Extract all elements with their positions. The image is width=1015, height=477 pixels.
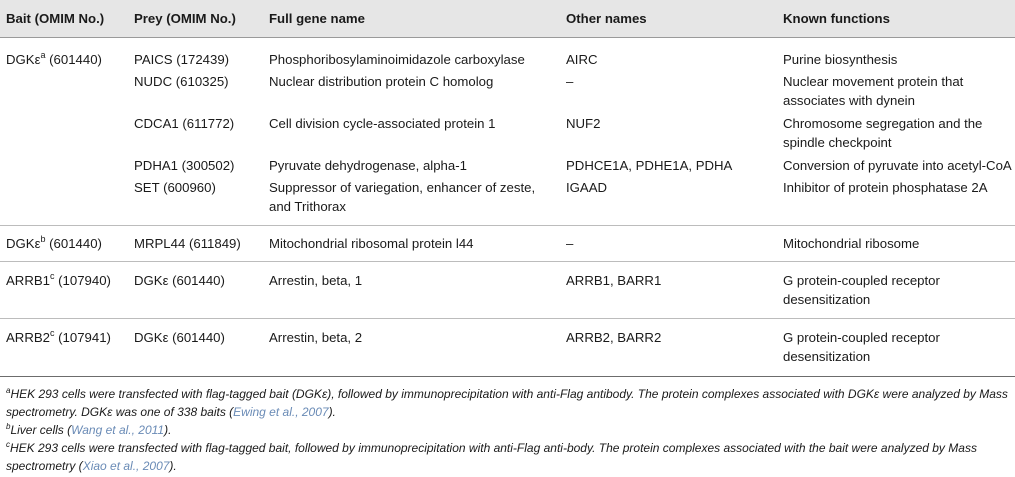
full-name-cell: Nuclear distribution protein C homolog bbox=[269, 74, 494, 89]
table-row bbox=[0, 319, 1015, 377]
function-cell: Conversion of pyruvate into acetyl-CoA bbox=[783, 158, 1012, 173]
footnote-mark: c bbox=[49, 328, 55, 338]
prey-cell: CDCA1 (611772) bbox=[134, 116, 235, 131]
other-names-cell: NUF2 bbox=[566, 116, 601, 131]
function-cell: Chromosome segregation and the spindle checkpoint bbox=[783, 116, 983, 150]
bait-cell bbox=[0, 152, 128, 175]
bait-name: ARRB1 bbox=[6, 273, 50, 288]
function-cell: Purine biosynthesis bbox=[783, 52, 898, 67]
full-name-cell: Mitochondrial ribosomal protein l44 bbox=[263, 226, 560, 262]
footnote-mark: c bbox=[6, 440, 10, 449]
table-row bbox=[0, 175, 1015, 226]
header-bait: Bait (OMIM No.) bbox=[0, 0, 128, 38]
full-name-cell: Cell division cycle-associated protein 1 bbox=[269, 116, 496, 131]
footnote-mark: a bbox=[40, 50, 46, 60]
table-row bbox=[0, 38, 1015, 70]
citation-link[interactable]: Wang et al., 2011 bbox=[71, 423, 165, 437]
footnote-a bbox=[6, 385, 1011, 421]
header-known-functions: Known functions bbox=[777, 0, 1015, 38]
header-full-gene-name: Full gene name bbox=[263, 0, 560, 38]
full-name-cell: Arrestin, beta, 1 bbox=[263, 262, 560, 319]
footnote-text: Liver cells ( bbox=[10, 423, 72, 437]
header-other-names: Other names bbox=[560, 0, 777, 38]
header-prey: Prey (OMIM No.) bbox=[128, 0, 263, 38]
footnote-end: ). bbox=[328, 405, 336, 419]
table-footnotes bbox=[6, 385, 1011, 475]
bait-cell bbox=[0, 38, 128, 70]
full-name-cell: Arrestin, beta, 2 bbox=[263, 319, 560, 377]
bait-cell bbox=[0, 262, 128, 319]
bait-cell bbox=[0, 319, 128, 377]
other-names-cell: ARRB2, BARR2 bbox=[560, 319, 777, 377]
bait-cell bbox=[0, 175, 128, 226]
bait-name: DGKε bbox=[6, 236, 41, 251]
citation-link[interactable]: Ewing et al., 2007 bbox=[233, 405, 329, 419]
footnote-mark: a bbox=[6, 386, 11, 395]
footnote-b bbox=[6, 421, 1011, 439]
prey-cell: PDHA1 (300502) bbox=[134, 158, 235, 173]
prey-cell: DGKε (601440) bbox=[128, 262, 263, 319]
full-name-cell: Pyruvate dehydrogenase, alpha-1 bbox=[269, 158, 467, 173]
function-cell: G protein-coupled receptor desensitization bbox=[777, 262, 1015, 319]
prey-cell: NUDC (610325) bbox=[134, 74, 229, 89]
table-row bbox=[0, 152, 1015, 175]
other-names-cell: ARRB1, BARR1 bbox=[560, 262, 777, 319]
bait-omim: (601440) bbox=[45, 52, 102, 67]
table-row bbox=[0, 226, 1015, 262]
other-names-cell: PDHCE1A, PDHE1A, PDHA bbox=[566, 158, 733, 173]
bait-omim: (107941) bbox=[54, 330, 111, 345]
table-row bbox=[0, 110, 1015, 152]
footnote-mark: b bbox=[40, 234, 46, 244]
prey-cell: DGKε (601440) bbox=[128, 319, 263, 377]
bait-omim: (601440) bbox=[45, 236, 102, 251]
prey-cell: MRPL44 (611849) bbox=[128, 226, 263, 262]
other-names-cell: IGAAD bbox=[560, 175, 777, 226]
header-row bbox=[0, 0, 1015, 38]
bait-cell bbox=[0, 110, 128, 152]
footnote-end: ). bbox=[164, 423, 172, 437]
prey-cell: SET (600960) bbox=[128, 175, 263, 226]
other-names-cell: – bbox=[560, 226, 777, 262]
table-row bbox=[0, 69, 1015, 110]
function-cell: Mitochondrial ribosome bbox=[777, 226, 1015, 262]
footnote-text: HEK 293 cells were transfected with flag-tagged bait, followed by immunoprecipitation with anti-Flag anti-body. The protein complexes associated with the bait were analyzed by Mass spectrometry ( bbox=[6, 441, 977, 473]
function-cell: Inhibitor of protein phosphatase 2A bbox=[777, 175, 1015, 226]
bait-cell bbox=[0, 69, 128, 110]
full-name-cell: Phosphoribosylaminoimidazole carboxylase bbox=[269, 52, 525, 67]
bait-name: ARRB2 bbox=[6, 330, 50, 345]
footnote-end: ). bbox=[169, 459, 177, 473]
table-row bbox=[0, 262, 1015, 319]
bait-cell bbox=[0, 226, 128, 262]
citation-link[interactable]: Xiao et al., 2007 bbox=[82, 459, 170, 473]
bait-omim: (107940) bbox=[54, 273, 111, 288]
other-names-cell: AIRC bbox=[566, 52, 598, 67]
function-cell: Nuclear movement protein that associates with dynein bbox=[783, 74, 964, 108]
other-names-cell: – bbox=[566, 74, 574, 89]
full-name-cell: Suppressor of variegation, enhancer of zeste, and Trithorax bbox=[263, 175, 560, 226]
bait-name: DGKε bbox=[6, 52, 41, 67]
function-cell: G protein-coupled receptor desensitization bbox=[777, 319, 1015, 377]
footnote-mark: b bbox=[6, 422, 11, 431]
prey-cell: PAICS (172439) bbox=[134, 52, 230, 67]
footnote-mark: c bbox=[49, 271, 55, 281]
footnote-text: HEK 293 cells were transfected with flag-tagged bait (DGKε), followed by immunoprecipitation with anti-Flag antibody. The protein complexes associated with DGKε were analyzed by Mass spectrometry. DGKε was one of 338 baits ( bbox=[6, 387, 1008, 419]
footnote-c bbox=[6, 439, 1011, 475]
